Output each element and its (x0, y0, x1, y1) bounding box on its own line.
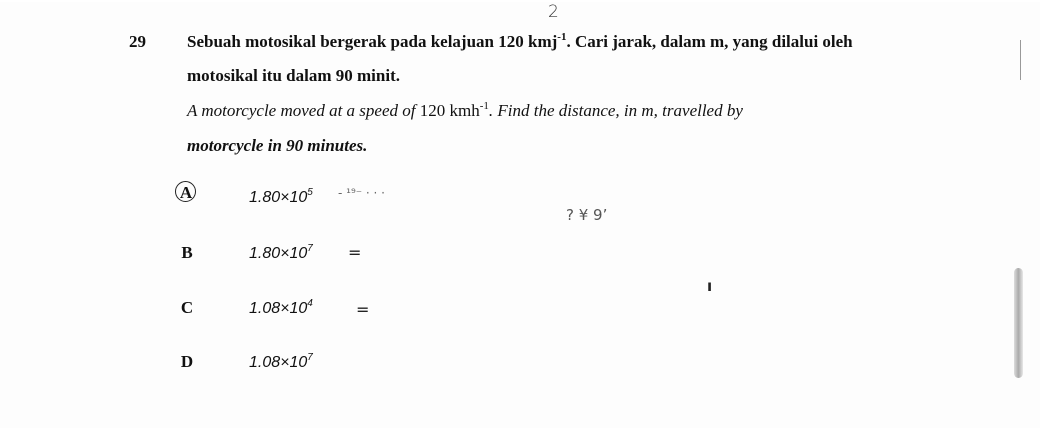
handwritten-scribble: ? ¥ 9ʼ (566, 206, 608, 224)
page-edge-line (1020, 40, 1021, 80)
tick-mark: ı (707, 277, 713, 295)
malay-question-line-2: motosikal itu dalam 90 minit. (187, 66, 400, 85)
top-edge (0, 0, 1040, 2)
option-a-exponent: 5 (307, 187, 313, 198)
option-c-value[interactable] (249, 300, 313, 318)
option-a-letter[interactable]: A (179, 183, 193, 202)
english-line-1-after: . Find the distance, in m, travelled by (488, 101, 743, 120)
option-d-exponent: 7 (307, 352, 313, 363)
option-c-letter[interactable]: C (180, 298, 194, 317)
option-b-value[interactable] (249, 245, 313, 263)
page-mark: 2 (548, 2, 559, 22)
option-a-annotation: - ¹⁹⁻ · · · (338, 186, 385, 200)
malay-line-1-after: . Cari jarak, dalam m, yang dilalui oleh (566, 32, 853, 51)
english-question-line-1 (187, 101, 743, 121)
option-a-mantissa: 1.80×10 (249, 189, 308, 206)
option-b-exponent: 7 (307, 243, 313, 254)
option-b-mantissa: 1.80×10 (249, 245, 308, 262)
option-a-value[interactable] (249, 189, 313, 207)
option-d-value[interactable] (249, 354, 313, 372)
option-d-mantissa: 1.08×10 (249, 354, 308, 371)
option-b-annotation: = (348, 243, 362, 262)
option-c-exponent: 4 (307, 298, 313, 309)
malay-question-line-1 (187, 32, 853, 52)
malay-unit-superscript: -1 (557, 31, 567, 43)
english-question-line-2: motorcycle in 90 minutes. (187, 136, 368, 155)
option-d-letter[interactable]: D (180, 352, 194, 371)
option-c-mantissa: 1.08×10 (249, 300, 308, 317)
page-edge-shadow (1014, 268, 1023, 378)
option-b-letter[interactable]: B (181, 243, 193, 262)
question-number: 29 (129, 32, 146, 51)
option-c-annotation: = (356, 300, 370, 319)
english-unit-superscript: -1 (479, 100, 489, 112)
english-line-1-before: A motorcycle moved at a speed of (187, 101, 420, 120)
malay-line-1-before: Sebuah motosikal bergerak pada kelajuan 120 kmj (187, 32, 558, 51)
english-speed: 120 kmh (419, 101, 480, 120)
